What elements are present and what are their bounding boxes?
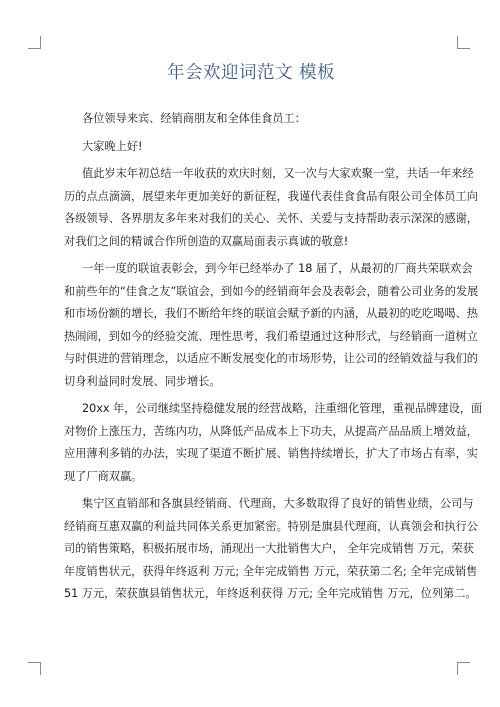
- paragraph-line: 对物价上涨压力，苦练内功，从降低产品成本上下功夫，从提高产品品质上增效益，: [64, 424, 478, 438]
- paragraph-line: 和前些年的“佳食之友”联谊会，到如今的经销商年会及表彰会，随着公司业务的发展: [64, 284, 479, 298]
- crop-mark-bottom-right: [457, 662, 470, 675]
- paragraph-line: 各级领导、各界朋友多年来对我们的关心、关怀、关爱与支持帮助表示深深的感谢，: [64, 212, 478, 225]
- crop-mark-bottom-left: [28, 662, 41, 675]
- paragraph-line: 经销商互惠双赢的利益共同体关系更加紧密。特别是旗县代理商，认真领会和执行公: [64, 519, 478, 533]
- crop-mark-top-right: [457, 36, 470, 49]
- paragraph-line: 与时俱进的营销理念，以适应不断发展变化的市场形势，让公司的经销效益与我们的: [64, 352, 478, 365]
- paragraph-line: 值此岁末年初总结一年收获的欢庆时刻，又一次与大家欢聚一堂，共话一年来经: [82, 167, 474, 180]
- paragraph-1: [64, 163, 478, 253]
- paragraph-line: 51 万元，荣获旗县销售状元，年终返利获得 万元; 全年完成销售 万元，位列第二。: [64, 587, 477, 600]
- paragraph-2: [64, 258, 479, 393]
- paragraph-line: 集宁区直销部和各旗县经销商、代理商，大多数取得了良好的销售业绩，公司与: [82, 497, 474, 510]
- paragraph-line: 热闹闹，到如今的经验交流、理性思考，我们希望通过这种形式，与经销商一道树立: [64, 329, 478, 343]
- paragraph-line: 和市场份额的增长，我们不断给年终的联谊会赋予新的内涵，从最初的吃吃喝喝、热: [64, 307, 478, 320]
- paragraph-line: 司的销售策略，积极拓展市场，涌现出一大批销售大户， 全年完成销售 万元，荣获: [64, 542, 474, 555]
- paragraph-line: 年度销售状元，获得年终返利 万元; 全年完成销售 万元，荣获第二名; 全年完成销售: [64, 564, 478, 578]
- paragraph-line: 应用薄利多销的办法，实现了渠道不断扩展、销售持续增长，扩大了市场占有率，实: [64, 447, 478, 460]
- paragraph-line: 历的点点滴滴，展望来年更加美好的新征程，我谨代表佳食食品有限公司全体员工向: [64, 189, 478, 203]
- crop-mark-top-left: [28, 36, 41, 49]
- paragraph-line: 现了厂商双赢。: [64, 469, 143, 483]
- paragraph-3: [64, 398, 483, 488]
- paragraph-line: 一年一度的联谊表彰会，到今年已经举办了 18 届了，从最初的厂商共荣联欢会: [82, 262, 473, 275]
- document-page: [64, 60, 483, 611]
- paragraph-line: 切身利益同时发展、同步增长。: [64, 374, 221, 388]
- paragraph-line: 对我们之间的精诚合作所创造的双赢局面表示真诚的敬意!: [64, 234, 349, 248]
- paragraph-line: 20xx 年，公司继续坚持稳健发展的经营战略，注重细化管理，重视品牌建设，面: [82, 402, 483, 415]
- greeting: 大家晚上好!: [82, 139, 143, 153]
- salutation: 各位领导来宾、经销商朋友和全体佳食员工：: [82, 112, 306, 125]
- document-title: 年会欢迎词范文 模板: [166, 63, 336, 83]
- paragraph-4: [64, 493, 478, 606]
